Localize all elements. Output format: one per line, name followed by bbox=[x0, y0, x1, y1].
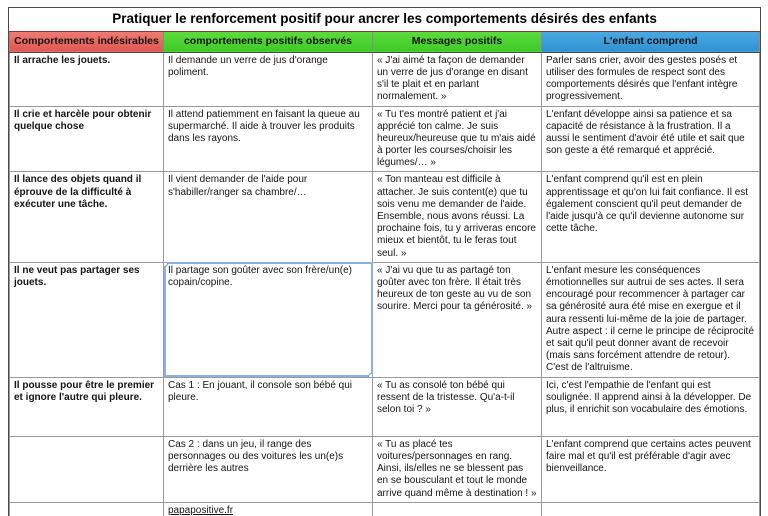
cell-r5-message[interactable]: « Tu as consolé ton bébé qui ressent de la tristesse. Qu'a-t-il selon toi ? » bbox=[373, 377, 542, 436]
table-row bbox=[10, 106, 760, 172]
table-row bbox=[10, 436, 760, 502]
cell-r1-message[interactable]: « J'ai aimé ta façon de demander un verre de jus d'orange en disant s'il te plait et en parlant normalement. » bbox=[373, 52, 542, 106]
cell-r3-understands[interactable]: L'enfant comprend qu'il est en plein apprentissage et qu'on lui fait confiance. Il est également conscient qu'il peut demander de l'aide jusqu'à ce qu'il devienne autonome sur cette tâche. bbox=[542, 172, 760, 262]
cell-r4-message[interactable]: « J'ai vu que tu as partagé ton goûter avec ton frère. Il était très heureux de ton geste au vu de son sourire. Merci pour ta générosité. » bbox=[373, 262, 542, 377]
cell-r3-message[interactable]: « Ton manteau est difficile à attacher. Je suis content(e) que tu sois venu me demander de l'aide. Ensemble, nous avons réussi. La prochaine fois, tu y arriveras encore mieux et bientôt, tu le feras tout seul. » bbox=[373, 172, 542, 262]
cell-r5-understands[interactable]: Ici, c'est l'empathie de l'enfant qui est soulignée. Il apprend ainsi à la développer. De plus, il enrichit son vocabulaire des émotions. bbox=[542, 377, 760, 436]
source-link[interactable]: papapositive.fr bbox=[168, 504, 234, 516]
cell-r7-empty-2[interactable] bbox=[373, 502, 542, 516]
table-row bbox=[10, 377, 760, 436]
cell-r1-understands[interactable]: Parler sans crier, avoir des gestes posés et utiliser des formules de respect sont des comportements désirés que l'enfant intègre progressivement. bbox=[542, 52, 760, 106]
reinforcement-table bbox=[8, 7, 761, 516]
cell-r1-observed[interactable]: Il demande un verre de jus d'orange poliment. bbox=[164, 52, 373, 106]
cell-text: Il partage son goûter avec son frère/un(e) copain/copine. bbox=[168, 264, 352, 288]
cell-r6-understands[interactable]: L'enfant comprend que certains actes peuvent faire mal et qu'il est préférable d'agir avec bienveillance. bbox=[542, 436, 760, 502]
table-row bbox=[10, 262, 760, 377]
cell-r7-source[interactable] bbox=[164, 502, 373, 516]
header-undesirable-behaviors[interactable]: Comportements indésirables bbox=[10, 31, 164, 52]
selection-handle-bottom-right[interactable] bbox=[368, 373, 373, 378]
cell-r4-observed-selected[interactable] bbox=[164, 262, 373, 377]
cell-r3-undesirable[interactable]: Il lance des objets quand il éprouve de la difficulté à exécuter une tâche. bbox=[10, 172, 164, 262]
table-title: Pratiquer le renforcement positif pour ancrer les comportements désirés des enfants bbox=[10, 8, 760, 31]
cell-r2-observed[interactable]: Il attend patiemment en faisant la queue au supermarché. Il aide à trouver les produits dans les rayons. bbox=[164, 106, 373, 172]
cell-r4-understands[interactable]: L'enfant mesure les conséquences émotionnelles sur autrui de ses actes. Il sera encouragé pour recommencer à partager car sa générosité aura été mise en exergue et il aura ressenti lui-même de la joie de partager. Autre aspect : il cerne le principe de réciprocité et sait qu'il peut donner avant de recevoir (mais sans forcément attendre de retour). C'est de l'altruisme. bbox=[542, 262, 760, 377]
cell-r6-observed[interactable]: Cas 2 : dans un jeu, il range des personnages ou des voitures les un(e)s derrière les autres bbox=[164, 436, 373, 502]
cell-r6-undesirable[interactable] bbox=[10, 436, 164, 502]
cell-r7-empty-3[interactable] bbox=[542, 502, 760, 516]
header-positive-messages[interactable]: Messages positifs bbox=[373, 31, 542, 52]
cell-r1-undesirable[interactable]: Il arrache les jouets. bbox=[10, 52, 164, 106]
header-child-understands[interactable]: L'enfant comprend bbox=[542, 31, 760, 52]
header-observed-positive-behaviors[interactable]: comportements positifs observés bbox=[164, 31, 373, 52]
table-row bbox=[10, 52, 760, 106]
cell-r2-undesirable[interactable]: Il crie et harcèle pour obtenir quelque chose bbox=[10, 106, 164, 172]
table-row bbox=[10, 172, 760, 262]
cell-r5-observed[interactable]: Cas 1 : En jouant, il console son bébé qui pleure. bbox=[164, 377, 373, 436]
cell-r5-undesirable[interactable]: Il pousse pour être le premier et ignore l'autre qui pleure. bbox=[10, 377, 164, 436]
table-row-footer bbox=[10, 502, 760, 516]
cell-r3-observed[interactable]: Il vient demander de l'aide pour s'habiller/ranger sa chambre/… bbox=[164, 172, 373, 262]
cell-r4-undesirable[interactable]: Il ne veut pas partager ses jouets. bbox=[10, 262, 164, 377]
cell-r6-message[interactable]: « Tu as placé tes voitures/personnages en rang. Ainsi, ils/elles ne se blessent pas en se bousculant et tout le monde arrive quand même à destination ! » bbox=[373, 436, 542, 502]
cell-r2-message[interactable]: « Tu t'es montré patient et j'ai apprécié ton calme. Je suis heureux/heureuse que tu m'ais aidé à porter les courses/choisir les légumes/… » bbox=[373, 106, 542, 172]
cell-r7-empty-1[interactable] bbox=[10, 502, 164, 516]
cell-r2-understands[interactable]: L'enfant développe ainsi sa patience et sa capacité de résistance à la frustration. Il a aussi le sentiment d'avoir été utile et sait que son geste a été remarqué et apprécié. bbox=[542, 106, 760, 172]
